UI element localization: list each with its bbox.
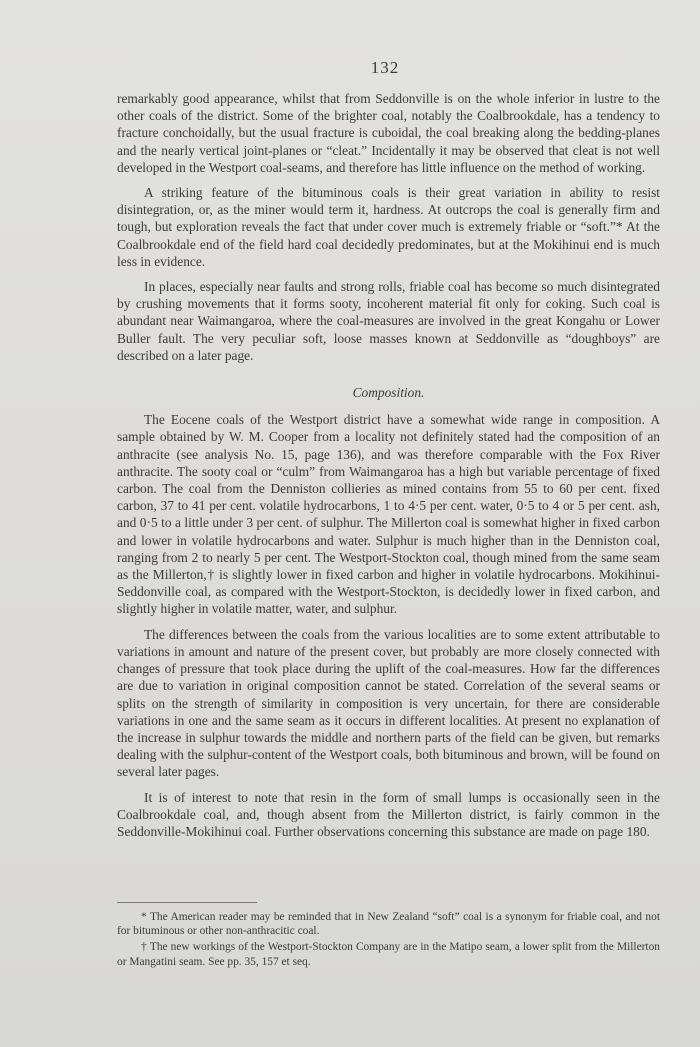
paragraph: The Eocene coals of the Westport district have a somewhat wide range in composition. A sample obtained by W. M. Cooper from a locality not definitely stated had the composition of an anthracite (see analysis No. 15, page 136), and was therefore comparable with the Fox River anthracite. The sooty coal or “culm” from Waimangaroa has a high but variable percentage of fixed carbon. The coal from the Denniston collieries as mined contains from 55 to 60 per cent. fixed carbon, 37 to 41 per cent. volatile hydrocarbons, 1 to 4·5 per cent. water, 0·5 to 4 or 5 per cent. ash, and 0·5 to a little under 3 per cent. of sulphur. The Millerton coal is somewhat higher in fixed carbon and lower in volatile hydrocarbons and water. Sulphur is much higher than in the Denniston coal, ranging from 2 to nearly 5 per cent. The Westport-Stockton coal, though mined from the same seam as the Millerton,† is slightly lower in fixed carbon and higher in volatile hydrocarbons. Mokihinui-Seddonville coal, as compared with the Westport-Stockton, is decidedly lower in fixed carbon, and slightly higher in volatile matter, water, and sulphur. — [117, 412, 660, 617]
paragraph: It is of interest to note that resin in the form of small lumps is occasionally seen in the Coalbrookdale coal, and, though absent from the Millerton district, is fairly common in the Seddonville-Mokihinui coal. Further observations concerning this substance are made on page 180. — [117, 789, 660, 839]
body-text — [117, 90, 660, 840]
footnote: † The new workings of the Westport-Stockton Company are in the Matipo seam, a lower split from the Millerton or Mangatini seam. See pp. 35, 157 et seq. — [117, 941, 660, 968]
paragraph: In places, especially near faults and strong rolls, friable coal has become so much disintegrated by crushing movements that it forms sooty, incoherent material fit only for coking. Such coal is abundant near Waimangaroa, where the coal-measures are involved in the great Kongahu or Lower Buller fault. The very peculiar soft, loose masses known at Seddonville as “doughboys” are described on a later page. — [117, 279, 660, 363]
footnote: * The American reader may be reminded that in New Zealand “soft” coal is a synonym for friable coal, and not for bituminous or other non-anthracitic coal. — [117, 911, 660, 938]
page-number: 132 — [370, 58, 400, 77]
footnote-divider — [117, 902, 257, 903]
footnotes — [117, 910, 660, 969]
paragraph: remarkably good appearance, whilst that from Seddonville is on the whole inferior in lustre to the other coals of the district. Some of the brighter coal, notably the Coalbrookdale, has a tendency to fracture conchoidally, but the usual fracture is cuboidal, the coal breaking along the bedding-planes and the nearly vertical joint-planes or “cleat.” Incidentally it may be observed that cleat is not well developed in the Westport coal-seams, and therefore has little influence on the method of working. — [117, 91, 660, 175]
paragraph: A striking feature of the bituminous coals is their great variation in ability to resist disintegration, or, as the miner would term it, hardness. At outcrops the coal is generally firm and tough, but exploration reveals the fact that under cover much is extremely friable or “soft.”* At the Coalbrookdale end of the field hard coal decidedly predominates, but at the Mokihinui end is much less in evidence. — [117, 185, 660, 269]
paragraph: The differences between the coals from the various localities are to some extent attributable to variations in amount and nature of the present cover, but probably are more closely connected with changes of pressure that took place during the uplift of the coal-measures. How far the differences are due to variation in original composition cannot be stated. Correlation of the several seams or splits on the strength of similarity in composition is very uncertain, for there are considerable variations in one and the same seam as it occurs in different localities. At present no explanation of the increase in sulphur towards the middle and northern parts of the field can be given, but remarks dealing with the sulphur-content of the Westport coals, both bituminous and brown, will be found on several later pages. — [117, 626, 660, 780]
section-heading: Composition. — [352, 385, 425, 401]
